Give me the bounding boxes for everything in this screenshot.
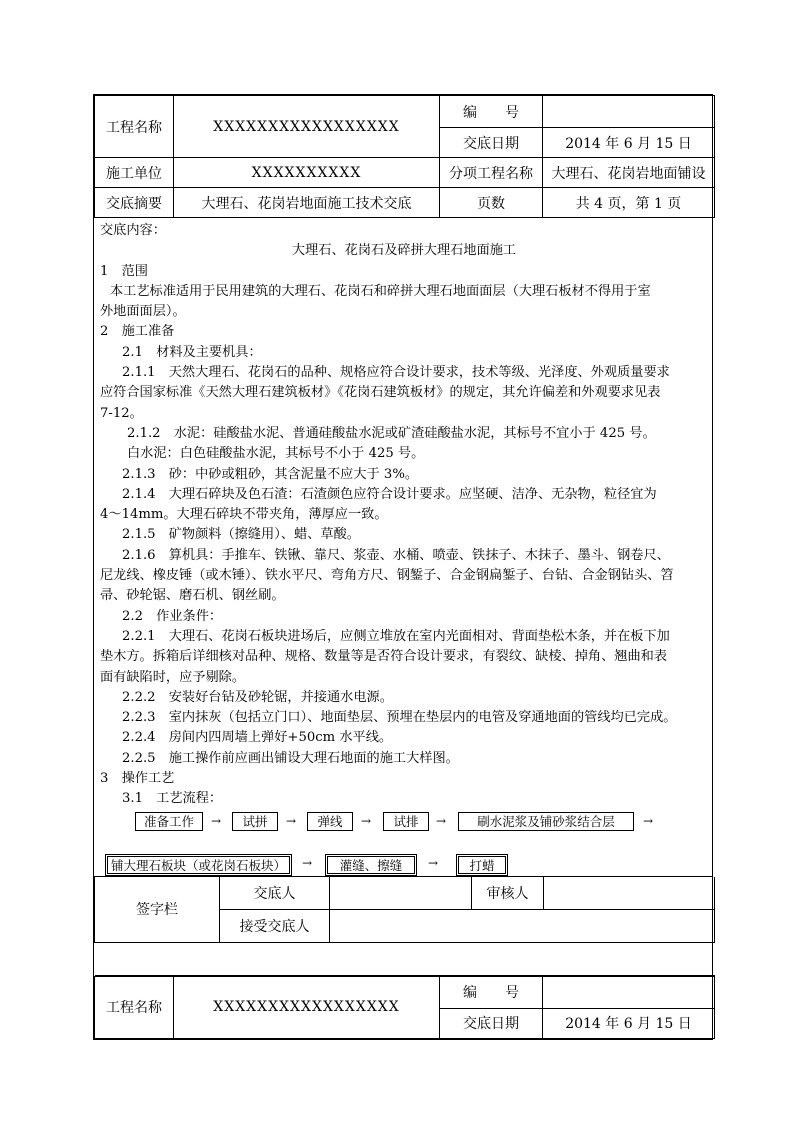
receiver-label: 接受交底人 xyxy=(220,909,330,942)
paragraph-line: 外地面面层）。 xyxy=(100,304,186,320)
paragraph-line: 面有缺陷时，应予剔除。 xyxy=(100,669,246,685)
issuer-label: 交底人 xyxy=(220,877,330,910)
paragraph-line: 2.1.3 砂：中砂或粗砂，其含泥量不应大于 3%。 xyxy=(122,466,419,482)
paragraph-line: 白水泥：白色硅酸盐水泥，其标号不小于 425 号。 xyxy=(127,446,425,462)
paragraph-line: 4～14mm。大理石碎块不带夹角，薄厚应一致。 xyxy=(100,507,388,523)
disclosure-form xyxy=(93,94,713,1040)
paragraph-line: 2.1.1 天然大理石、花岗石的品种、规格应符合设计要求，技术等级、光泽度、外观质量要求 xyxy=(122,365,670,381)
flow-arrow: → xyxy=(286,813,297,828)
flow-step-lay-slabs: 铺大理石板块（或花岗石板块） xyxy=(105,854,292,876)
process-flowchart xyxy=(100,810,708,876)
project-name-label: 工程名称 xyxy=(95,96,174,158)
flow-step-trial-fit: 试拼 xyxy=(232,812,278,831)
flow-arrow: → xyxy=(361,813,372,828)
flow-step-trial-layout: 试排 xyxy=(383,812,429,831)
footer-project-name-label: 工程名称 xyxy=(95,976,174,1038)
section-heading: 2 施工准备 xyxy=(100,324,175,340)
footer-date-value: 2014 年 6 月 15 日 xyxy=(543,1008,715,1038)
summary-label: 交底摘要 xyxy=(95,188,174,218)
paragraph-line: 2.1.6 算机具：手推车、铁锹、靠尺、浆壶、水桶、喷壶、铁抹子、木抹子、墨斗、钢卷尺、 xyxy=(122,547,670,563)
paragraph-line: 2.2.3 室内抹灰（包括立门口）、地面垫层、预埋在垫层内的电管及穿通地面的管线均已完成。 xyxy=(122,710,677,726)
paragraph-line: 本工艺标准适用于民用建筑的大理石、花岗石和碎拼大理石地面面层（大理石板材不得用于室 xyxy=(110,283,651,299)
paragraph-line: 应符合国家标准《天然大理石建筑板材》《花岗石建筑板材》的规定，其允许偏差和外观要求见表 xyxy=(100,385,661,401)
project-name-value: XXXXXXXXXXXXXXXXX xyxy=(174,96,440,158)
section-heading: 1 范围 xyxy=(100,263,148,279)
paragraph-line: 2.2 作业条件： xyxy=(122,608,223,624)
content-title: 大理石、花岗石及碎拼大理石地面施工 xyxy=(291,243,517,259)
content-section xyxy=(94,218,712,877)
footer-number-label: 编 号 xyxy=(440,976,543,1008)
flow-arrow: → xyxy=(302,855,313,870)
reviewer-label: 审核人 xyxy=(472,877,544,910)
pages-value: 共 4 页，第 1 页 xyxy=(543,188,715,218)
date-value: 2014 年 6 月 15 日 xyxy=(543,128,715,158)
flow-arrow: → xyxy=(436,813,447,828)
subproject-label: 分项工程名称 xyxy=(440,158,543,188)
flow-step-snap-line: 弹线 xyxy=(307,812,353,831)
flow-step-prepare: 准备工作 xyxy=(135,812,203,831)
flow-arrow: → xyxy=(643,813,654,828)
paragraph-line: 2.1.2 水泥：硅酸盐水泥、普通硅酸盐水泥或矿渣硅酸盐水泥，其标号不宜小于 425 号。 xyxy=(127,425,656,441)
pages-label: 页数 xyxy=(440,188,543,218)
footer-date-label: 交底日期 xyxy=(440,1008,543,1038)
content-label: 交底内容： xyxy=(100,223,166,238)
paragraph-line: 2.2.4 房间内四周墙上弹好+50cm 水平线。 xyxy=(122,730,393,746)
flow-arrow: → xyxy=(211,813,222,828)
paragraph-line: 2.2.5 施工操作前应画出铺设大理石地面的施工大样图。 xyxy=(122,750,459,766)
flow-step-grout-joints: 灌缝、擦缝 xyxy=(325,854,417,876)
paragraph-line: 2.1.4 大理石碎块及色石渣：石渣颜色应符合设计要求。应坚硬、洁净、无杂物，粒径宜为 xyxy=(122,486,657,502)
date-label: 交底日期 xyxy=(440,128,543,158)
paragraph-line: 2.1.5 矿物颜料（擦缝用）、蜡、草酸。 xyxy=(122,527,360,543)
number-label: 编 号 xyxy=(440,96,543,128)
summary-value: 大理石、花岗岩地面施工技术交底 xyxy=(174,188,440,218)
footer-project-name-value: XXXXXXXXXXXXXXXXX xyxy=(174,976,440,1038)
paragraph-line: 尼龙线、橡皮锤（或木锤）、铁水平尺、弯角方尺、钢錾子、合金钢扁錾子、台钻、合金钢钻头、笤 xyxy=(100,568,674,584)
section-heading: 3 操作工艺 xyxy=(100,771,175,787)
issuer-sign-field[interactable] xyxy=(330,877,472,910)
header-table xyxy=(94,95,715,218)
unit-label: 施工单位 xyxy=(95,158,174,188)
subproject-value: 大理石、花岗岩地面铺设 xyxy=(543,158,715,188)
paragraph-line: 7-12。 xyxy=(100,405,143,421)
receiver-sign-field[interactable] xyxy=(330,909,715,942)
paragraph-line: 3.1 工艺流程： xyxy=(122,791,223,807)
paragraph-line: 帚、砂轮锯、磨石机、钢丝刷。 xyxy=(100,588,285,604)
flow-arrow: → xyxy=(428,855,439,870)
paragraph-line: 2.2.2 安装好台钻及砂轮锯，并接通水电源。 xyxy=(122,689,393,705)
signature-table xyxy=(94,877,715,976)
flow-step-waxing: 打蜡 xyxy=(456,854,508,876)
paragraph-line: 2.1 材料及主要机具： xyxy=(122,344,262,360)
flow-step-mortar-bed: 刷水泥浆及铺砂浆结合层 xyxy=(458,812,634,831)
signature-label: 签字栏 xyxy=(95,877,220,943)
unit-value: XXXXXXXXXX xyxy=(174,158,440,188)
reviewer-sign-field[interactable] xyxy=(544,877,715,910)
footer-number-value xyxy=(543,976,715,1008)
footer-table xyxy=(94,976,715,1039)
paragraph-line: 2.2.1 大理石、花岗石板块进场后，应侧立堆放在室内光面相对、背面垫松木条，并在板下加 xyxy=(122,628,670,644)
number-value xyxy=(543,96,715,128)
paragraph-line: 垫木方。拆箱后详细核对品种、规格、数量等是否符合设计要求，有裂纹、缺棱、掉角、翘曲和表 xyxy=(100,649,668,665)
